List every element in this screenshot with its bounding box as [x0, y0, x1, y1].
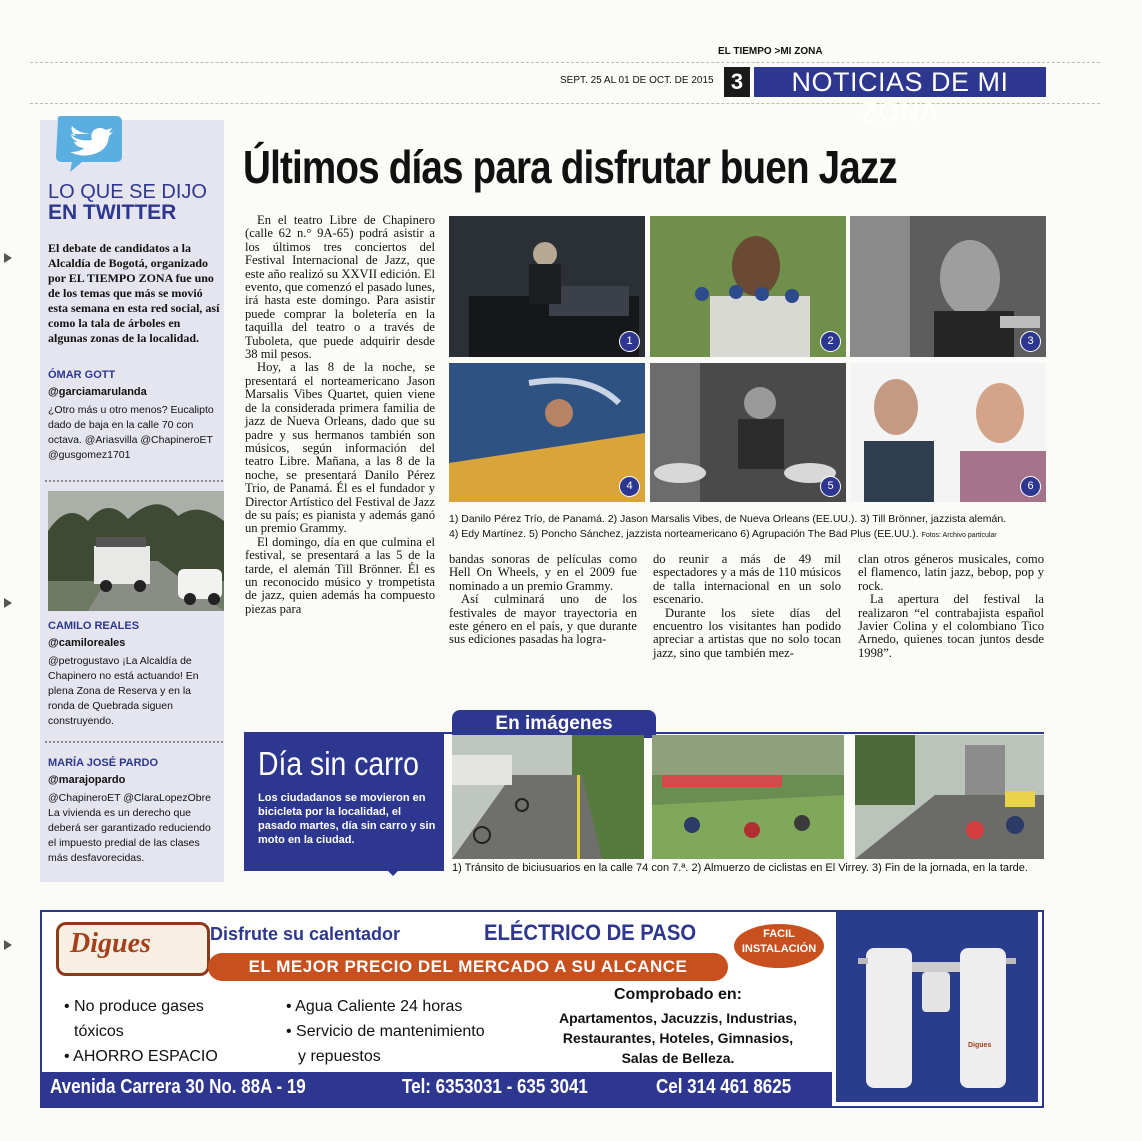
sidebar-title: LO QUE SE DIJO [48, 181, 207, 203]
ad-address: Avenida Carrera 30 No. 88A - 19 [50, 1076, 306, 1098]
issue-date: SEPT. 25 AL 01 DE OCT. DE 2015 [560, 75, 714, 86]
photo-cyclist-lunch [652, 735, 844, 859]
ad-bullet: • Servicio de mantenimiento [286, 1023, 485, 1040]
section-number: 3 [724, 67, 750, 97]
photo-jason-marsalis [650, 216, 846, 357]
sidebar-intro: El debate de candidatos a la Alcaldía de Bogotá, organizado por EL TIEMPO ZONA fue uno de los temas que más se movió esta semana en esta red social, así como la tala de árboles en algunas zonas de la localidad. [48, 241, 220, 345]
article-column-1 [245, 214, 435, 616]
ad-product-panel [836, 912, 1038, 1102]
brand-label: EL TIEMPO >MI ZONA [718, 46, 823, 57]
paragraph: Hoy, a las 8 de la noche, se presentará el norteamericano Jason Marsalis Vibes Quartet, quien viene de la considerada primera familia de jazz de Nueva Orleans, dado que su padre y sus hermanos también son músicos, según información del teatro Libre. Mañana, a las 8 de la noche, se presentará Danilo Pérez Trio, de Panamá. Él es el fundador y Director Artístico del Festival de Jazz de su país; es pianista y además ganó un premio Grammy. [245, 360, 435, 536]
ad-bullet: y repuestos [298, 1048, 381, 1065]
photo-credit: Fotos: Archivo particular [921, 532, 997, 539]
box-text: Los ciudadanos se movieron en bicicleta por la localidad, el pasado martes, día sin carro y sin moto en la ciudad. [258, 792, 436, 846]
photo-the-bad-plus [850, 363, 1046, 502]
paragraph: El domingo, día en que culmina el festival, se presentará a las 5 de la tarde, el alemán Till Brönner. Él es un reconocido músico y trompetista de jazz, quien además ha compuesto piezas para [245, 534, 435, 616]
tweet-text: @ChapineroET @ClaraLopezObre La vivienda es un derecho que deberá ser garantizado reduciendo el impuesto predial de las clases más desfavorecidas. [48, 792, 211, 864]
ad-proven-line: Apartamentos, Jacuzzis, Industrias, [558, 1010, 798, 1026]
ad-bullets-left [64, 994, 218, 1069]
caption-line: 4) Edy Martínez. 5) Poncho Sánchez, jazzista norteamericano 6) Agrupación The Bad Plus (EE.UU.). [449, 528, 919, 540]
photo-number: 5 [820, 476, 841, 497]
box-title: Día sin carro [258, 745, 419, 782]
pointer-triangle-icon [383, 866, 403, 878]
ad-phone[interactable]: Tel: 6353031 - 635 3041 [402, 1076, 588, 1098]
photo-number: 6 [1020, 476, 1041, 497]
ad-headline-strong: ELÉCTRICO DE PASO [484, 920, 697, 945]
paragraph: bandas sonoras de películas como Hell On Wheels, y en el 2009 fue nominado a un premio Grammy. [449, 552, 637, 593]
divider [45, 480, 223, 482]
ad-bullet: tóxicos [74, 1023, 124, 1040]
water-heater-icon [836, 912, 1038, 1102]
margin-arrow-icon [4, 940, 12, 950]
ad-bullets-mid [286, 994, 485, 1069]
photo-caption [449, 512, 1041, 543]
caption-line-2 [449, 527, 1041, 543]
ad-bullet: • AHORRO ESPACIO [64, 1048, 218, 1065]
tweet-author: ÓMAR GOTT [48, 369, 116, 381]
photo-number: 1 [619, 331, 640, 352]
sidebar-title-bold: EN TWITTER [48, 201, 177, 224]
ad-logo: Digues [70, 928, 151, 959]
tweet-author: CAMILO REALES [48, 620, 140, 632]
photo-number: 3 [1020, 331, 1041, 352]
paragraph: Durante los siete días del encuentro los visitantes han podido apreciar a artistas que no solo tocan jazz, sino que también mez- [653, 605, 841, 660]
margin-arrow-icon [4, 598, 12, 608]
tweet-handle[interactable]: @garciamarulanda [48, 386, 147, 398]
article-column-3 [653, 553, 841, 660]
tweet-author: MARÍA JOSÉ PARDO [48, 757, 159, 769]
paragraph: Así culminará uno de los festivales de mayor trayectoria en este género en el país, y que durante sus ediciones pasadas ha logra- [449, 592, 637, 647]
photo-number: 4 [619, 476, 640, 497]
paragraph: do reunir a más de 49 mil espectadores y a más de 110 músicos de talla internacional en un solo escenario. [653, 552, 841, 607]
en-imagenes-caption: 1) Tránsito de biciusuarios en la calle 74 con 7.ª. 2) Almuerzo de ciclistas en El Virrey. 3) Fin de la jornada, en la tarde. [452, 862, 1028, 874]
ad-cell[interactable]: Cel 314 461 8625 [656, 1076, 792, 1098]
photo-end-of-day [855, 735, 1044, 859]
photo-edy-martinez [449, 363, 645, 502]
paragraph: clan otros géneros musicales, como el flamenco, latin jazz, bebop, pop y rock. [858, 552, 1044, 593]
ad-proven-title: Comprobado en: [614, 986, 742, 1003]
paragraph: La apertura del festival la realizaron “el contrabajista español Javier Colina y el colombiano Tico Arnedo, quienes tocan juntos desde 1998”. [858, 592, 1044, 660]
ad-proven-list [530, 1008, 826, 1068]
tweet-text: @petrogustavo ¡La Alcaldía de Chapinero no está actuando! En plena Zona de Reserva y en la ronda de Quebrada siguen construyendo. [48, 655, 199, 727]
ad-bullet: • No produce gases [64, 998, 204, 1015]
photo-till-bronner [850, 216, 1046, 357]
tweet-handle[interactable]: @marajopardo [48, 774, 126, 786]
product-label: Digues [968, 1042, 992, 1049]
tweet-handle[interactable]: @camiloreales [48, 637, 126, 649]
photo-number: 2 [820, 331, 841, 352]
article-title: Últimos días para disfrutar buen Jazz [243, 141, 897, 193]
en-imagenes-tab: En imágenes [452, 710, 656, 738]
article-column-4 [858, 553, 1044, 660]
ad-bullet: • Agua Caliente 24 horas [286, 998, 463, 1015]
article-column-2 [449, 553, 637, 647]
ad-badge-line1: FACIL [763, 928, 795, 940]
sidebar-photo [48, 491, 224, 611]
tweet-text: ¿Otro más u otro menos? Eucalipto dado de baja en la calle 70 con octava. @Ariasvilla @ChapineroET @gusgomez1701 [48, 404, 214, 461]
divider [45, 741, 223, 743]
ad-headline: Disfrute su calentador [210, 924, 401, 944]
section-name: NOTICIAS DE MI ZONA [754, 67, 1046, 97]
ad-proven-line: Restaurantes, Hoteles, Gimnasios, [562, 1030, 794, 1046]
photo-danilo-perez [449, 216, 645, 357]
twitter-bird-icon [52, 112, 126, 174]
caption-line: 1) Danilo Pérez Trío, de Panamá. 2) Jason Marsalis Vibes, de Nueva Orleans (EE.UU.). 3) Till Brönner, jazzista alemán. [449, 513, 1007, 525]
dia-sin-carro-box [244, 733, 444, 871]
paragraph: En el teatro Libre de Chapinero (calle 62 n.° 9A-65) podrá asistir a los últimos tres conciertos del Festival Internacional de Jazz, que este año realizó su XXVII edición. El evento, que comenzó el pasado lunes, irá hasta este domingo. Para asistir puede comprar la boletería en la taquilla del teatro o a través de Tuboleta, que puede adquirir desde 38 mil pesos. [245, 213, 435, 362]
ad-proven-line: Salas de Belleza. [621, 1050, 735, 1066]
margin-arrow-icon [4, 253, 12, 263]
photo-poncho-sanchez [650, 363, 846, 502]
ad-banner: EL MEJOR PRECIO DEL MERCADO A SU ALCANCE [248, 957, 688, 976]
ad-badge-line2: INSTALACIÓN [741, 943, 817, 955]
photo-bike-traffic [452, 735, 644, 859]
